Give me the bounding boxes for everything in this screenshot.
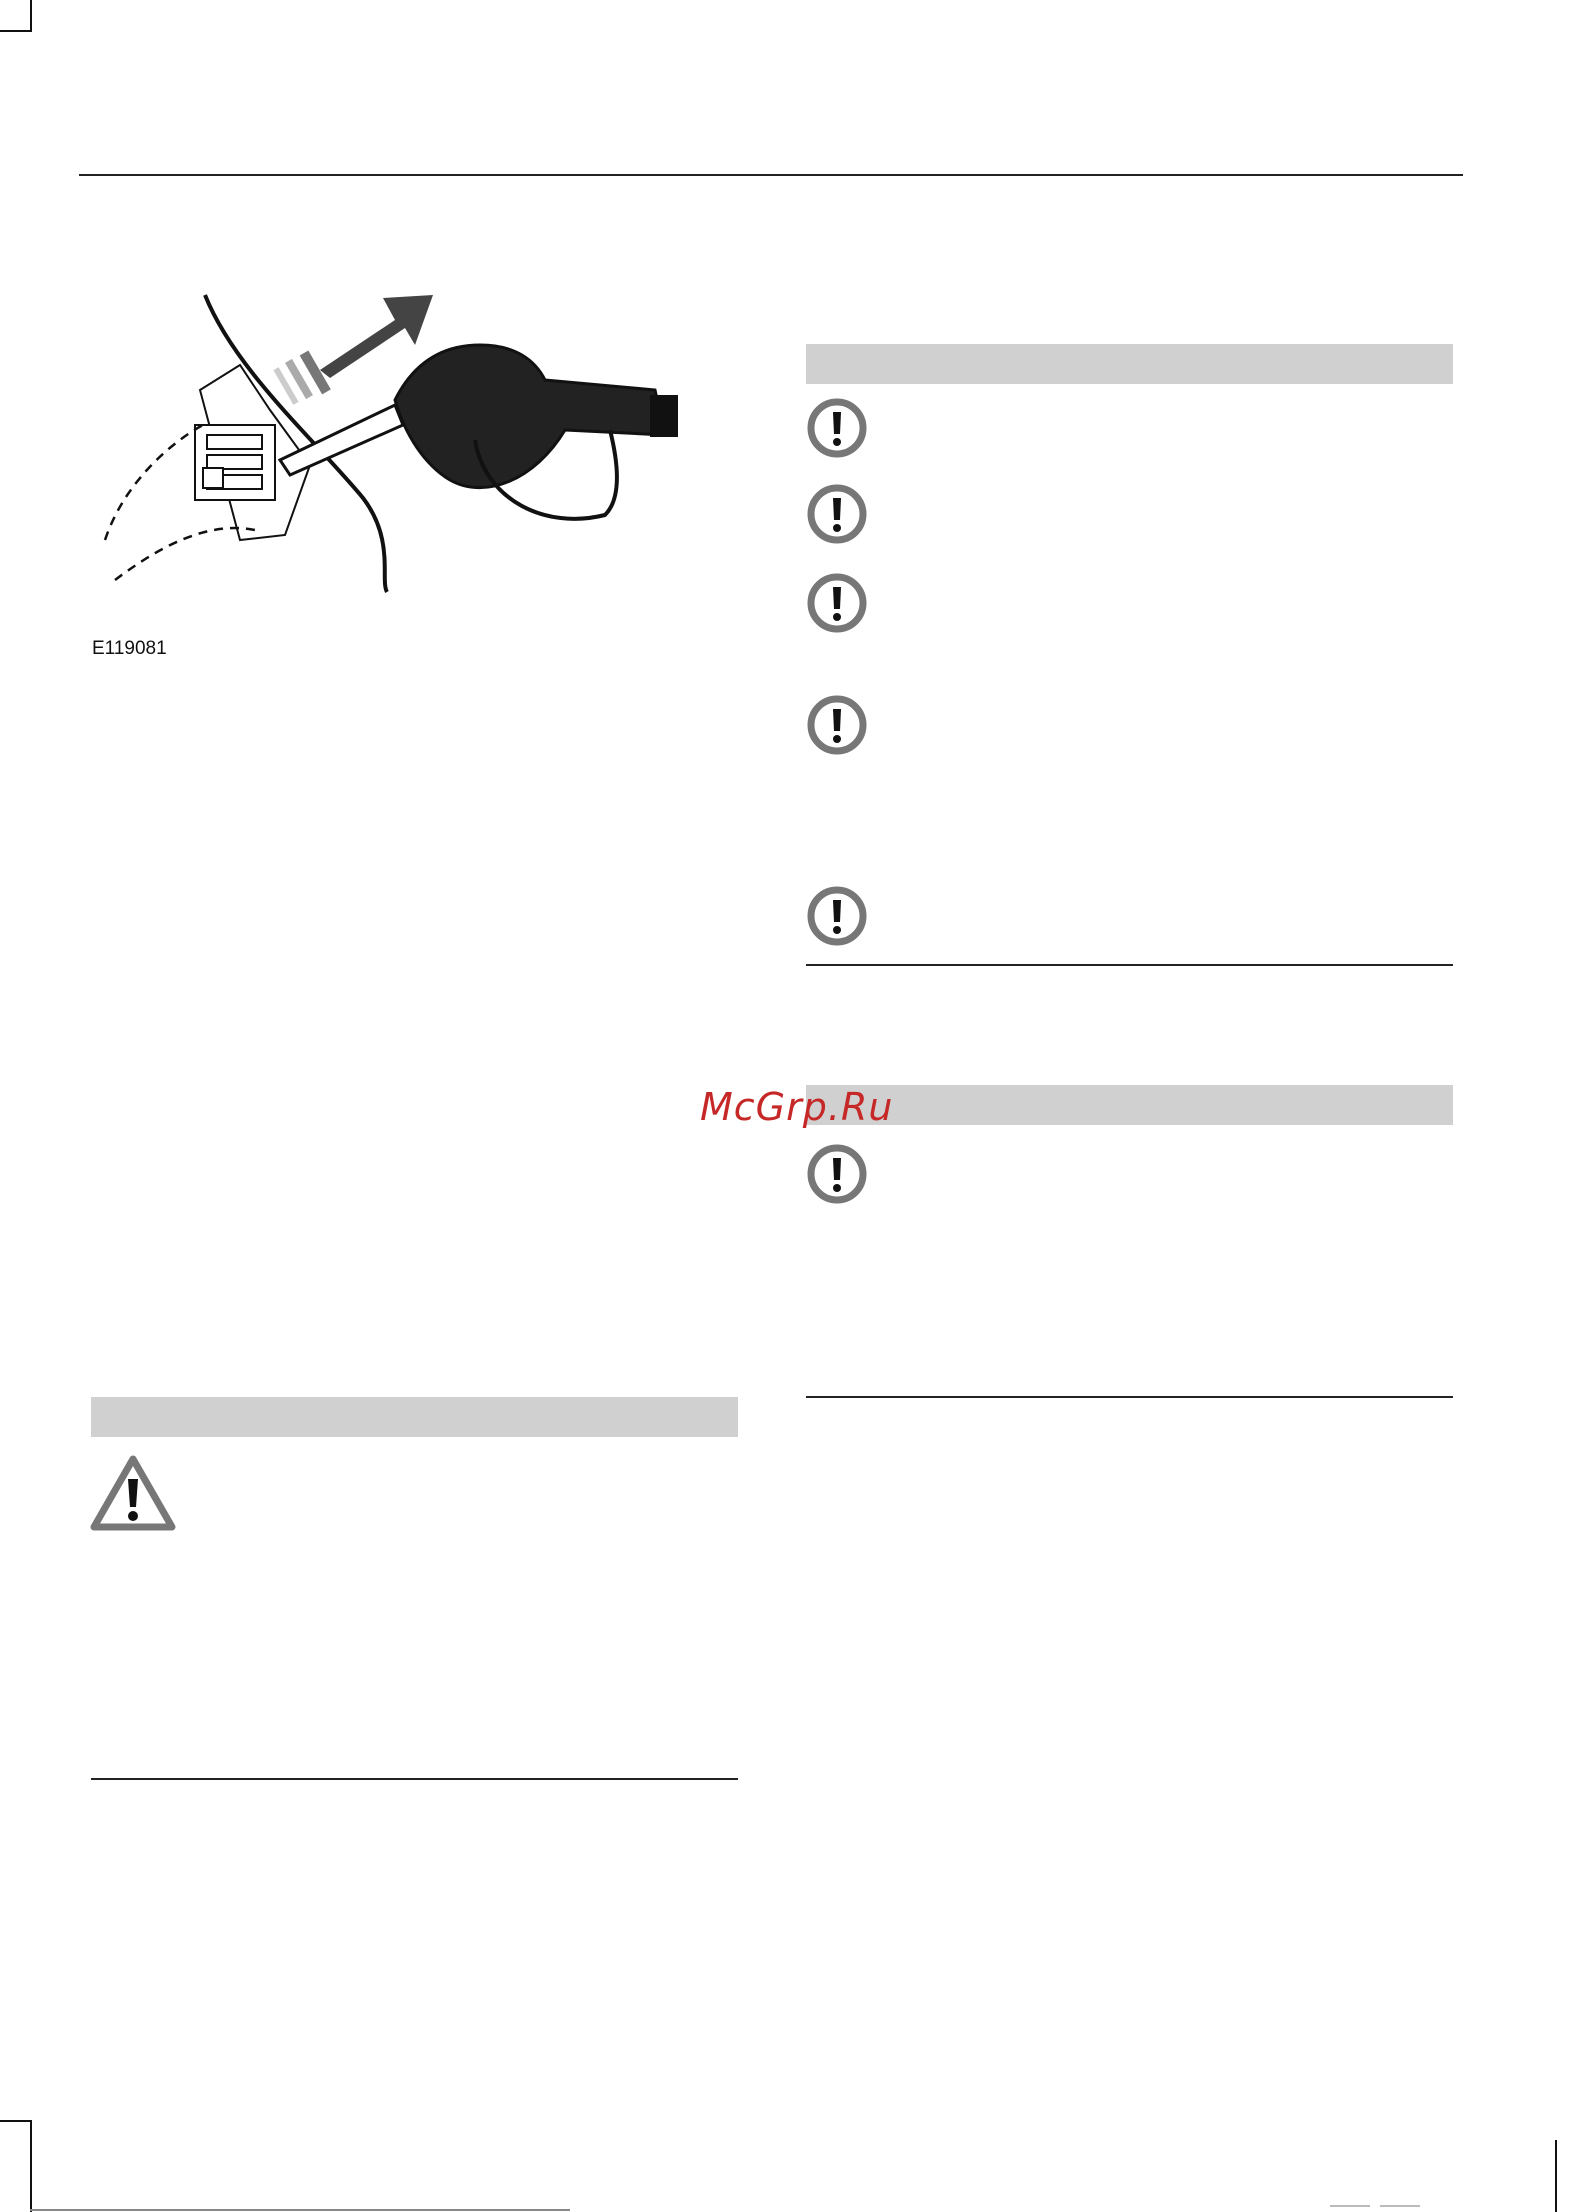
notice-exclamation-icon [805,1142,869,1206]
notice-exclamation-icon [805,884,869,948]
crop-mark [1555,2140,1557,2212]
section-heading-band [91,1397,738,1437]
section-end-rule [806,1396,1453,1398]
section-heading-band [806,344,1453,384]
footer-mark [1380,2205,1420,2207]
section-heading-band [806,1085,1453,1125]
notice-exclamation-icon [805,396,869,460]
footer-mark [1330,2205,1370,2207]
section-end-rule [91,1778,738,1780]
watermark: McGrp.Ru [700,1085,894,1129]
notice-exclamation-icon [805,693,869,757]
header-rule [79,174,1463,176]
crop-mark [30,2209,570,2211]
crop-mark [0,30,32,32]
figure-code: E119081 [92,638,167,659]
notice-exclamation-icon [805,571,869,635]
warning-triangle-icon [90,1455,176,1531]
section-end-rule [806,964,1453,966]
crop-mark [0,2120,32,2122]
fuel-nozzle-removal-illustration [95,250,720,610]
crop-mark [30,0,32,32]
notice-exclamation-icon [805,482,869,546]
crop-mark [30,2120,32,2212]
